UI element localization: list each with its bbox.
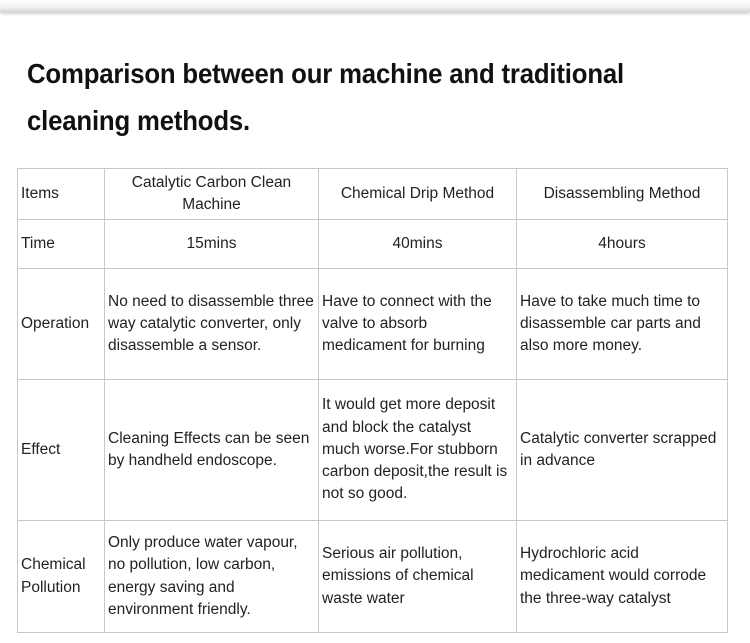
header-chemical-drip: Chemical Drip Method xyxy=(319,169,517,220)
cell-disassembling: Catalytic converter scrapped in advance xyxy=(517,380,728,521)
heading-line-2: cleaning methods. xyxy=(27,105,251,136)
heading-line-1: Comparison between our machine and traditional xyxy=(27,58,624,89)
cell-chemical: It would get more deposit and block the catalyst much worse.For stubborn carbon deposit,the result is not so good. xyxy=(319,380,517,521)
row-label: Chemical Pollution xyxy=(18,521,105,633)
table-row-time xyxy=(18,220,728,269)
cell-chemical: 40mins xyxy=(319,220,517,269)
cell-machine: 15mins xyxy=(105,220,319,269)
table-header-row xyxy=(18,169,728,220)
cell-disassembling: Have to take much time to disassemble car parts and also more money. xyxy=(517,269,728,380)
cell-machine: Cleaning Effects can be seen by handheld endoscope. xyxy=(105,380,319,521)
row-label: Operation xyxy=(18,269,105,380)
table-row-effect xyxy=(18,380,728,521)
cell-chemical: Serious air pollution, emissions of chemical waste water xyxy=(319,521,517,633)
top-shadow-band xyxy=(0,0,750,12)
header-machine: Catalytic Carbon Clean Machine xyxy=(105,169,319,220)
row-label: Time xyxy=(18,220,105,269)
header-disassembling: Disassembling Method xyxy=(517,169,728,220)
table-row-chemical-pollution xyxy=(18,521,728,633)
cell-disassembling: 4hours xyxy=(517,220,728,269)
cell-machine: Only produce water vapour, no pollution, low carbon, energy saving and environment friendly. xyxy=(105,521,319,633)
comparison-table xyxy=(17,168,728,633)
row-label: Effect xyxy=(18,380,105,521)
page-heading xyxy=(27,50,671,144)
header-items: Items xyxy=(18,169,105,220)
cell-machine: No need to disassemble three way catalytic converter, only disassemble a sensor. xyxy=(105,269,319,380)
table-row-operation xyxy=(18,269,728,380)
cell-chemical: Have to connect with the valve to absorb medicament for burning xyxy=(319,269,517,380)
cell-disassembling: Hydrochloric acid medicament would corrode the three-way catalyst xyxy=(517,521,728,633)
